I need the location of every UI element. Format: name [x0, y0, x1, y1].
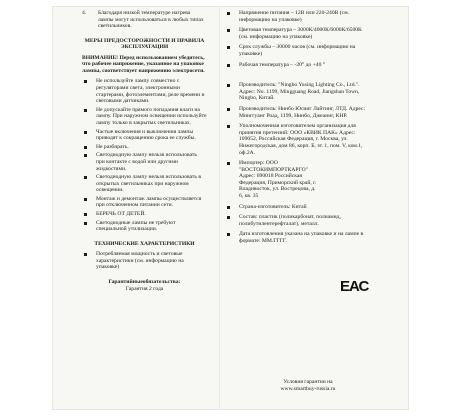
safety-item: Светодиодную лампу нельзя использовать в открытых светильниках при наружном освещении. — [82, 174, 207, 194]
tech-title: ТЕХНИЧЕСКИЕ ХАРАКТЕРИСТИКИ — [94, 240, 195, 247]
warranty-conditions — [258, 379, 358, 392]
list-item-4 — [82, 10, 207, 30]
spec-item: Цветовая температура – 3000К/4000К/6000К/6500К (см. информацию на упаковке) — [225, 27, 370, 40]
safety-item: БЕРЕЧЬ ОТ ДЕТЕЙ. — [82, 211, 207, 218]
info-item: Страна-изготовитель: Китай — [225, 204, 370, 211]
conditions-title: Условия гарантии на — [283, 379, 333, 385]
conditions-url: www.smartbuy-russia.ru — [280, 385, 336, 392]
safety-item: Светодиодную лампу нельзя использовать при контакте с водой или другими жидкостями. — [82, 152, 207, 172]
safety-item: Не разбирать. — [82, 144, 207, 151]
item-text: Благодаря низкой температуре нагрева лампы могут использоваться в любых типах светильников. — [98, 10, 204, 30]
safety-item: Не допускайте прямого попадания влаги на лампу. При наружном освещении используйте лампу только в закрытых светильниках. — [82, 107, 207, 127]
safety-item: Не используйте лампу совместно с регуляторами света, электронными стартерами, фотоэлементами, реле времени и световыми датчиками. — [82, 78, 207, 104]
safety-item: Светодиодные лампы не требуют специальной утилизации. — [82, 220, 207, 233]
fold-line — [219, 6, 220, 410]
info-item: Импортер: ООО "ВОСТОКИМПОРТКАРГО" Адрес: 690018 Российская Федерация, Приморский край, г. Владивосток, ул. Вострецова, д. 6, кв. 35 — [225, 160, 319, 200]
safety-intro: ВНИМАНИЕ! Перед использованием убедитесь, что рабочее напряжение, указанное на упаковке лампы, соответствует напряжению электросети. — [82, 54, 205, 74]
warranty-value: Гарантия 2 года — [125, 285, 164, 292]
info-item: Дата изготовления указана на упаковке и на лампе в формате: ММ.ГГГГ. — [225, 231, 370, 244]
info-item: Уполномоченная изготовителем организация для принятия претензий: ООО «КВИК ПАК» Адрес: 109052, Российская Федерация, г. Москва, ул. Нижегородская, дом 86, корп. Б, эт. 1, пом. V, ком.1, оф.2А. — [225, 123, 370, 156]
eac-mark: ЕАС — [340, 278, 369, 295]
left-column — [82, 10, 207, 292]
warranty-title: Гарантийныеобязательства: — [108, 279, 181, 286]
info-item: Состав: пластик (поликарбонат, полиамид, полибутилентерефталат), металл. — [225, 214, 370, 227]
info-item: Производитель: "Ningbo Yusing Lighting Co., Ltd.". Адрес: No. 1199, Mingguang Road, Jiangshan Town, Ningbo, Китай. — [225, 82, 370, 102]
spec-item: Срок службы – 30000 часов (см. информацию на упаковке) — [225, 44, 370, 57]
safety-item: Частые включения и выключения лампы приводят к сокращению срока ее службы. — [82, 129, 207, 142]
spec-item: Рабочая температура – -20° до +40 ° — [225, 62, 370, 69]
spec-item: Напряжение питания – 12В или 220-240В (см. информацию на упаковке) — [225, 10, 370, 23]
right-column — [225, 10, 370, 249]
safety-title: МЕРЫ ПРЕДОСТОРОЖНОСТИ И ПРАВИЛА ЭКСПЛУАТАЦИИ — [84, 37, 205, 51]
item-number: 4. — [82, 10, 87, 16]
tech-item: Потребляемая мощность и световые характеристики (см. информацию на упаковке) — [82, 251, 207, 271]
safety-item: Монтаж и демонтаж лампы осуществляется при отключенном питании сети. — [82, 196, 207, 209]
info-item: Производитель: Нинбо Юсинг Лайтинг, ЛТД. Адрес: Минггуанг Роад, 1199, Нинбо, Джеаинг, КНР. — [225, 106, 370, 119]
